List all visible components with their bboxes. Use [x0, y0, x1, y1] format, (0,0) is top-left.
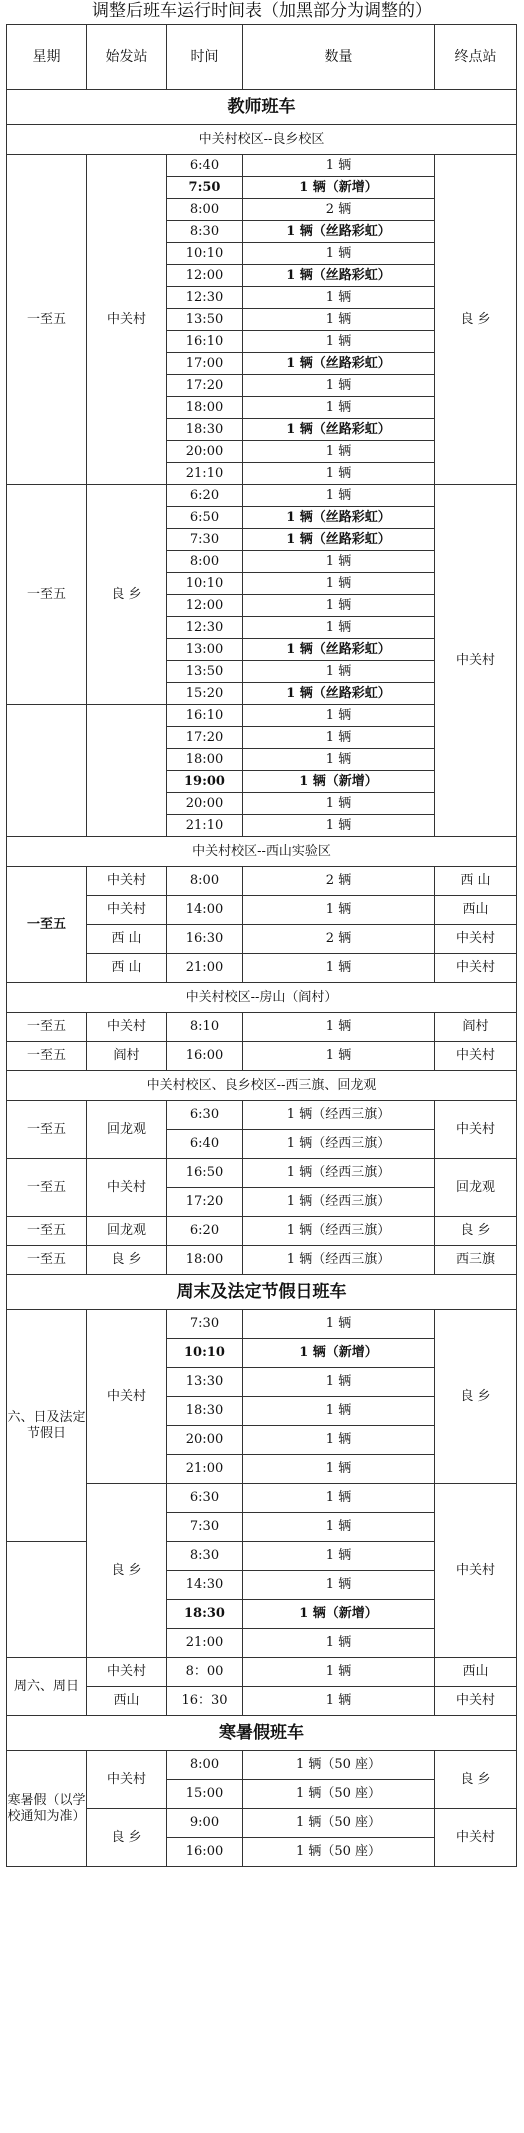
terminal-cell: 中关村: [435, 485, 517, 837]
qty-cell: 1 辆（丝路彩虹）: [243, 683, 435, 705]
qty-cell: 1 辆: [243, 896, 435, 925]
qty-cell: 1 辆（丝路彩虹）: [243, 507, 435, 529]
time-cell: 6:40: [167, 1130, 243, 1159]
time-cell: 13:50: [167, 661, 243, 683]
page-title: 调整后班车运行时间表（加黑部分为调整的）: [92, 1, 432, 21]
table-row: [7, 1101, 517, 1130]
qty-cell: 1 辆: [243, 749, 435, 771]
qty-cell: 1 辆: [243, 1042, 435, 1071]
route-title: 中关村校区--房山（阎村）: [7, 983, 517, 1013]
terminal-cell: 中关村: [435, 1484, 517, 1658]
time-cell: 8:00: [167, 551, 243, 573]
time-cell: 12:00: [167, 265, 243, 287]
table-row: [7, 1042, 517, 1071]
qty-cell: 1 辆（经西三旗）: [243, 1159, 435, 1188]
qty-cell: 1 辆: [243, 1629, 435, 1658]
weekday-cell-blank: [7, 1542, 87, 1658]
time-cell: 19:00: [167, 771, 243, 793]
terminal-cell: 中关村: [435, 1687, 517, 1716]
header-terminal: 终点站: [435, 25, 517, 90]
time-cell: 7:30: [167, 529, 243, 551]
terminal-cell: 西 山: [435, 867, 517, 896]
qty-cell: 1 辆（丝路彩虹）: [243, 221, 435, 243]
table-row: [7, 1310, 517, 1339]
terminal-cell: 阎村: [435, 1013, 517, 1042]
time-cell: 20:00: [167, 1426, 243, 1455]
qty-cell: 1 辆: [243, 595, 435, 617]
qty-cell: 1 辆（丝路彩虹）: [243, 419, 435, 441]
time-cell: 18:00: [167, 1246, 243, 1275]
header-weekday: 星期: [7, 25, 87, 90]
time-cell: 15:20: [167, 683, 243, 705]
time-cell: 16：30: [167, 1687, 243, 1716]
time-cell: 21:00: [167, 1455, 243, 1484]
terminal-cell: 中关村: [435, 954, 517, 983]
time-cell: 7:30: [167, 1310, 243, 1339]
qty-cell: 1 辆: [243, 1687, 435, 1716]
route-title: 中关村校区--良乡校区: [7, 125, 517, 155]
time-cell: 6:50: [167, 507, 243, 529]
time-cell: 21:10: [167, 815, 243, 837]
time-cell: 8:10: [167, 1013, 243, 1042]
time-cell: 12:00: [167, 595, 243, 617]
route-title: 中关村校区、良乡校区--西三旗、回龙观: [7, 1071, 517, 1101]
qty-cell: 1 辆: [243, 727, 435, 749]
time-cell: 16:50: [167, 1159, 243, 1188]
qty-cell: 1 辆: [243, 1571, 435, 1600]
time-cell: 13:50: [167, 309, 243, 331]
origin-cell: 西山: [87, 1687, 167, 1716]
time-cell: 10:10: [167, 1339, 243, 1368]
table-row: [7, 867, 517, 896]
terminal-cell: 西山: [435, 1658, 517, 1687]
time-cell: 17:20: [167, 727, 243, 749]
time-cell: 20:00: [167, 793, 243, 815]
qty-cell: 1 辆（50 座）: [243, 1751, 435, 1780]
time-cell: 8：00: [167, 1658, 243, 1687]
qty-cell: 1 辆: [243, 1542, 435, 1571]
qty-cell: 1 辆（新增）: [243, 771, 435, 793]
qty-cell: 1 辆: [243, 1513, 435, 1542]
weekday-cell: 一至五: [7, 1159, 87, 1217]
qty-cell: 1 辆: [243, 463, 435, 485]
table-row: [7, 1751, 517, 1780]
qty-cell: 1 辆（50 座）: [243, 1809, 435, 1838]
origin-cell: 回龙观: [87, 1101, 167, 1159]
qty-cell: 1 辆（新增）: [243, 1339, 435, 1368]
qty-cell: 1 辆（丝路彩虹）: [243, 265, 435, 287]
origin-cell: 中关村: [87, 896, 167, 925]
time-cell: 13:00: [167, 639, 243, 661]
time-cell: 16:10: [167, 705, 243, 727]
table-row: [7, 1159, 517, 1188]
terminal-cell: 良 乡: [435, 1751, 517, 1809]
time-cell: 7:50: [167, 177, 243, 199]
time-cell: 7:30: [167, 1513, 243, 1542]
time-cell: 17:00: [167, 353, 243, 375]
weekday-cell: 一至五: [7, 1217, 87, 1246]
time-cell: 8:00: [167, 867, 243, 896]
time-cell: 8:00: [167, 199, 243, 221]
time-cell: 18:00: [167, 749, 243, 771]
origin-cell: 良 乡: [87, 485, 167, 705]
origin-cell: 良 乡: [87, 1246, 167, 1275]
route-title: 中关村校区--西山实验区: [7, 837, 517, 867]
time-cell: 9:00: [167, 1809, 243, 1838]
origin-cell: 阎村: [87, 1042, 167, 1071]
time-cell: 6:30: [167, 1101, 243, 1130]
time-cell: 13:30: [167, 1368, 243, 1397]
time-cell: 14:00: [167, 896, 243, 925]
time-cell: 17:20: [167, 375, 243, 397]
qty-cell: 1 辆: [243, 485, 435, 507]
qty-cell: 1 辆: [243, 309, 435, 331]
time-cell: 8:30: [167, 1542, 243, 1571]
time-cell: 18:00: [167, 397, 243, 419]
terminal-cell: 西三旗: [435, 1246, 517, 1275]
qty-cell: 1 辆: [243, 617, 435, 639]
origin-cell: 中关村: [87, 867, 167, 896]
qty-cell: 1 辆: [243, 1368, 435, 1397]
qty-cell: 1 辆: [243, 954, 435, 983]
qty-cell: 1 辆（经西三旗）: [243, 1101, 435, 1130]
terminal-cell: 西山: [435, 896, 517, 925]
origin-cell: 中关村: [87, 1013, 167, 1042]
qty-cell: 1 辆: [243, 441, 435, 463]
origin-cell: 西 山: [87, 954, 167, 983]
qty-cell: 1 辆: [243, 705, 435, 727]
terminal-cell: 中关村: [435, 1101, 517, 1159]
qty-cell: 1 辆: [243, 1013, 435, 1042]
qty-cell: 1 辆（新增）: [243, 1600, 435, 1629]
time-cell: 17:20: [167, 1188, 243, 1217]
time-cell: 6:20: [167, 485, 243, 507]
qty-cell: 1 辆（50 座）: [243, 1780, 435, 1809]
header-origin: 始发站: [87, 25, 167, 90]
terminal-cell: 中关村: [435, 925, 517, 954]
table-row: [7, 1246, 517, 1275]
qty-cell: 1 辆（新增）: [243, 177, 435, 199]
time-cell: 21:10: [167, 463, 243, 485]
qty-cell: 1 辆（经西三旗）: [243, 1130, 435, 1159]
qty-cell: 1 辆: [243, 661, 435, 683]
terminal-cell: 良 乡: [435, 155, 517, 485]
qty-cell: 1 辆（经西三旗）: [243, 1217, 435, 1246]
time-cell: 18:30: [167, 1397, 243, 1426]
qty-cell: 1 辆: [243, 287, 435, 309]
table-row: [7, 1217, 517, 1246]
weekday-cell: 寒暑假（以学校通知为准）: [7, 1751, 87, 1867]
terminal-cell: 良 乡: [435, 1217, 517, 1246]
qty-cell: 1 辆: [243, 1397, 435, 1426]
qty-cell: 1 辆（经西三旗）: [243, 1188, 435, 1217]
section-title-weekend-bus: 周末及法定节假日班车: [7, 1275, 517, 1310]
table-row: [7, 1658, 517, 1687]
time-cell: 16:00: [167, 1042, 243, 1071]
table-row: [7, 485, 517, 507]
qty-cell: 1 辆: [243, 243, 435, 265]
qty-cell: 1 辆（丝路彩虹）: [243, 639, 435, 661]
terminal-cell: 中关村: [435, 1809, 517, 1867]
section-title-teacher-bus: 教师班车: [7, 90, 517, 125]
qty-cell: 1 辆: [243, 815, 435, 837]
weekday-cell: 一至五: [7, 1042, 87, 1071]
origin-cell: 中关村: [87, 1658, 167, 1687]
qty-cell: 2 辆: [243, 925, 435, 954]
header-time: 时间: [167, 25, 243, 90]
terminal-cell: 良 乡: [435, 1310, 517, 1484]
terminal-cell: 回龙观: [435, 1159, 517, 1217]
qty-cell: 1 辆: [243, 793, 435, 815]
time-cell: 14:30: [167, 1571, 243, 1600]
origin-cell-blank: [87, 705, 167, 837]
qty-cell: 1 辆: [243, 1426, 435, 1455]
origin-cell: 良 乡: [87, 1484, 167, 1658]
qty-cell: 1 辆: [243, 155, 435, 177]
time-cell: 18:30: [167, 419, 243, 441]
weekday-cell: 周六、周日: [7, 1658, 87, 1716]
time-cell: 16:00: [167, 1838, 243, 1867]
time-cell: 16:30: [167, 925, 243, 954]
time-cell: 10:10: [167, 573, 243, 595]
time-cell: 16:10: [167, 331, 243, 353]
bus-schedule-table: [6, 24, 517, 1867]
time-cell: 10:10: [167, 243, 243, 265]
time-cell: 8:00: [167, 1751, 243, 1780]
section-title-vacation-bus: 寒暑假班车: [7, 1716, 517, 1751]
weekday-cell: 六、日及法定节假日: [7, 1310, 87, 1542]
time-cell: 21:00: [167, 1629, 243, 1658]
weekday-cell-blank: [7, 705, 87, 837]
qty-cell: 1 辆: [243, 1484, 435, 1513]
weekday-cell: 一至五: [7, 1246, 87, 1275]
qty-cell: 1 辆: [243, 1658, 435, 1687]
header-row: [7, 25, 517, 90]
time-cell: 12:30: [167, 617, 243, 639]
qty-cell: 1 辆（丝路彩虹）: [243, 529, 435, 551]
qty-cell: 1 辆（经西三旗）: [243, 1246, 435, 1275]
weekday-cell: 一至五: [7, 485, 87, 705]
time-cell: 6:40: [167, 155, 243, 177]
qty-cell: 1 辆: [243, 375, 435, 397]
time-cell: 20:00: [167, 441, 243, 463]
qty-cell: 1 辆: [243, 331, 435, 353]
qty-cell: 1 辆: [243, 573, 435, 595]
qty-cell: 1 辆: [243, 1455, 435, 1484]
weekday-cell: 一至五: [7, 867, 87, 983]
time-cell: 6:20: [167, 1217, 243, 1246]
terminal-cell: 中关村: [435, 1042, 517, 1071]
qty-cell: 2 辆: [243, 199, 435, 221]
header-qty: 数量: [243, 25, 435, 90]
origin-cell: 中关村: [87, 155, 167, 485]
table-row: [7, 155, 517, 177]
table-row: [7, 1013, 517, 1042]
time-cell: 12:30: [167, 287, 243, 309]
qty-cell: 1 辆（丝路彩虹）: [243, 353, 435, 375]
time-cell: 6:30: [167, 1484, 243, 1513]
origin-cell: 中关村: [87, 1751, 167, 1809]
weekday-cell: 一至五: [7, 1013, 87, 1042]
origin-cell: 回龙观: [87, 1217, 167, 1246]
qty-cell: 1 辆: [243, 1310, 435, 1339]
origin-cell: 良 乡: [87, 1809, 167, 1867]
qty-cell: 1 辆: [243, 551, 435, 573]
qty-cell: 2 辆: [243, 867, 435, 896]
qty-cell: 1 辆: [243, 397, 435, 419]
origin-cell: 中关村: [87, 1310, 167, 1484]
time-cell: 15:00: [167, 1780, 243, 1809]
time-cell: 21:00: [167, 954, 243, 983]
origin-cell: 西 山: [87, 925, 167, 954]
time-cell: 18:30: [167, 1600, 243, 1629]
time-cell: 8:30: [167, 221, 243, 243]
weekday-cell: 一至五: [7, 1101, 87, 1159]
weekday-cell: 一至五: [7, 155, 87, 485]
origin-cell: 中关村: [87, 1159, 167, 1217]
qty-cell: 1 辆（50 座）: [243, 1838, 435, 1867]
